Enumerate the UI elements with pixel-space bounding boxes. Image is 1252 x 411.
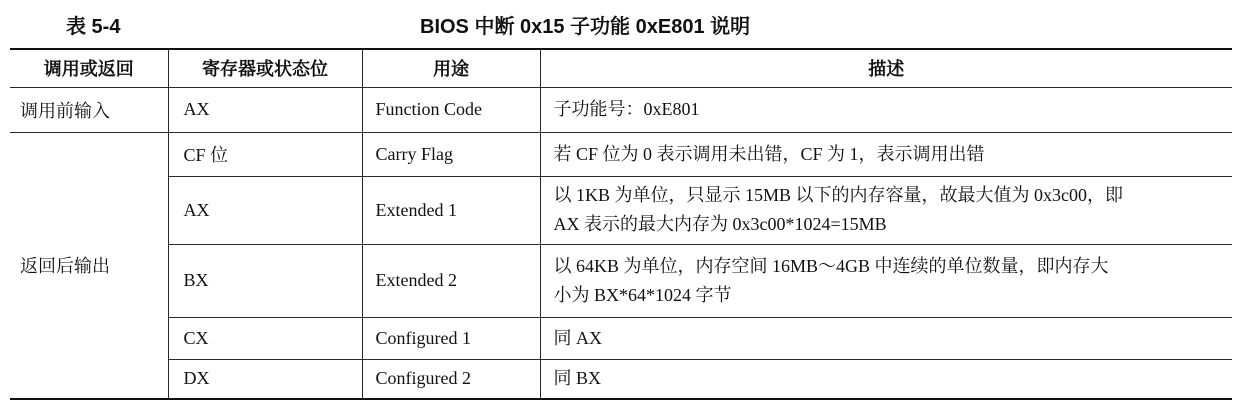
- register-cell: AX: [168, 87, 362, 132]
- table-title: BIOS 中断 0x15 子功能 0xE801 说明: [420, 16, 751, 38]
- header-call-or-return: 调用或返回: [10, 49, 168, 87]
- purpose-cell: Extended 2: [362, 244, 540, 317]
- description-cell: [540, 176, 1232, 244]
- table-row: [10, 87, 1232, 132]
- purpose-cell: Function Code: [362, 87, 540, 132]
- table-row: [10, 317, 1232, 359]
- description-cell: [540, 132, 1232, 176]
- description-line: AX 表示的最大内存为 0x3c00*1024=15MB: [553, 214, 887, 234]
- table-row: [10, 132, 1232, 176]
- description-line: 以 1KB 为单位，只显示 15MB 以下的内存容量，故最大值为 0x3c00，即: [553, 185, 1124, 205]
- description-line: 小为 BX*64*1024 字节: [553, 284, 732, 305]
- description-cell: [540, 317, 1232, 359]
- description-line: 同 BX: [553, 368, 602, 389]
- purpose-cell: Carry Flag: [362, 132, 540, 176]
- purpose-cell: Extended 1: [362, 176, 540, 244]
- bios-e801-table: [10, 48, 1232, 400]
- table-row: [10, 244, 1232, 317]
- table-number: 表 5-4: [66, 16, 121, 38]
- register-cell: CX: [168, 317, 362, 359]
- description-cell: [540, 359, 1232, 399]
- header-purpose: 用途: [362, 49, 540, 87]
- header-register: 寄存器或状态位: [168, 49, 362, 87]
- description-line: 同 AX: [553, 327, 602, 348]
- header-row: [10, 49, 1232, 87]
- description-cell: [540, 87, 1232, 132]
- group-label-output: 返回后输出: [10, 132, 168, 399]
- description-line: 以 64KB 为单位，内存空间 16MB～4GB 中连续的单位数量，即内存大: [553, 255, 1109, 276]
- description-line: 若 CF 位为 0 表示调用未出错，CF 为 1，表示调用出错: [553, 143, 985, 164]
- purpose-cell: Configured 1: [362, 317, 540, 359]
- description-cell: [540, 244, 1232, 317]
- register-cell: CF 位: [168, 132, 362, 176]
- header-description: 描述: [540, 49, 1232, 87]
- description-line: 子功能号：0xE801: [553, 99, 700, 119]
- register-cell: BX: [168, 244, 362, 317]
- table-row: [10, 176, 1232, 244]
- register-cell: DX: [168, 359, 362, 399]
- group-label-input: 调用前输入: [10, 87, 168, 132]
- table-row: [10, 359, 1232, 399]
- register-cell: AX: [168, 176, 362, 244]
- purpose-cell: Configured 2: [362, 359, 540, 399]
